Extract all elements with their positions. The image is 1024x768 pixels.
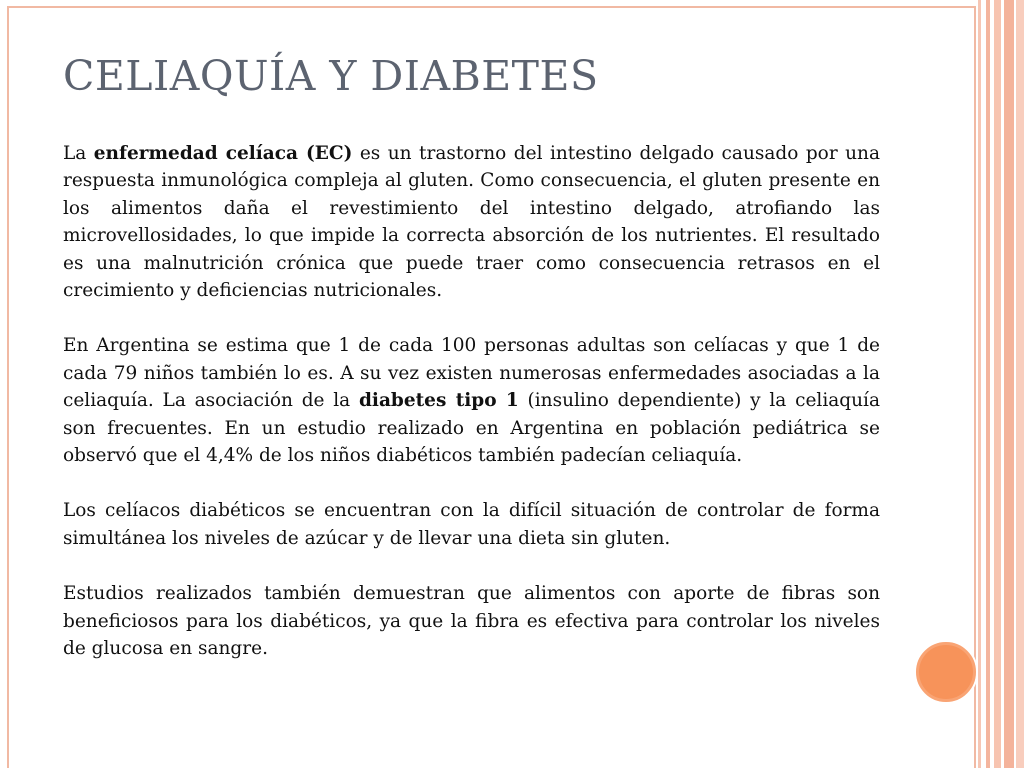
bold-term: enfermedad celíaca (EC) (93, 143, 353, 164)
slide-body (63, 140, 880, 691)
decorative-stripes (978, 0, 1024, 768)
stripe (986, 0, 990, 768)
stripe (1016, 0, 1024, 768)
decorative-circle (914, 640, 978, 704)
stripe (994, 0, 1001, 768)
paragraph-text: es un trastorno del intestino delgado causado por una respuesta inmunológica compleja al gluten. Como consecuencia, el gluten presente en los alimentos daña el revestimiento del intestino delgado, atrofiando las microvellosidades, lo que impide la correcta absorción de los nutrientes. El resultado es una malnutrición crónica que puede traer como consecuencia retrasos en el crecimiento y deficiencias nutricionales. (63, 143, 880, 302)
paragraph-diabetic-celiacs: Los celíacos diabéticos se encuentran con la difícil situación de controlar de forma simultánea los niveles de azúcar y de llevar una dieta sin gluten. (63, 500, 880, 549)
paragraph-argentina-statistics (63, 332, 880, 469)
paragraph-celiac-definition (63, 140, 880, 304)
bold-term: diabetes tipo 1 (358, 390, 519, 412)
stripe (1004, 0, 1014, 768)
paragraph-fiber-studies: Estudios realizados también demuestran que alimentos con aporte de fibras son beneficiosos para los diabéticos, ya que la fibra es efectiva para controlar los niveles de glucosa en sangre. (63, 583, 880, 660)
paragraph-text: La (63, 143, 94, 164)
paragraph-text: (insulino dependiente) y la celiaquía son frecuentes. En un estudio realizado en Argentina en población pediátrica se observó que el 4,4% de los niños diabéticos también padecían celiaquía. (63, 390, 880, 467)
slide-title: CELIAQUÍA Y DIABETES (63, 52, 599, 100)
stripe (978, 0, 981, 768)
paragraph-text: En Argentina se estima que 1 de cada 100 personas adultas son celíacas y que 1 de cada 79 niños también lo es. A su vez existen numerosas enfermedades asociadas a la celiaquía. La asociación de la (63, 335, 880, 412)
